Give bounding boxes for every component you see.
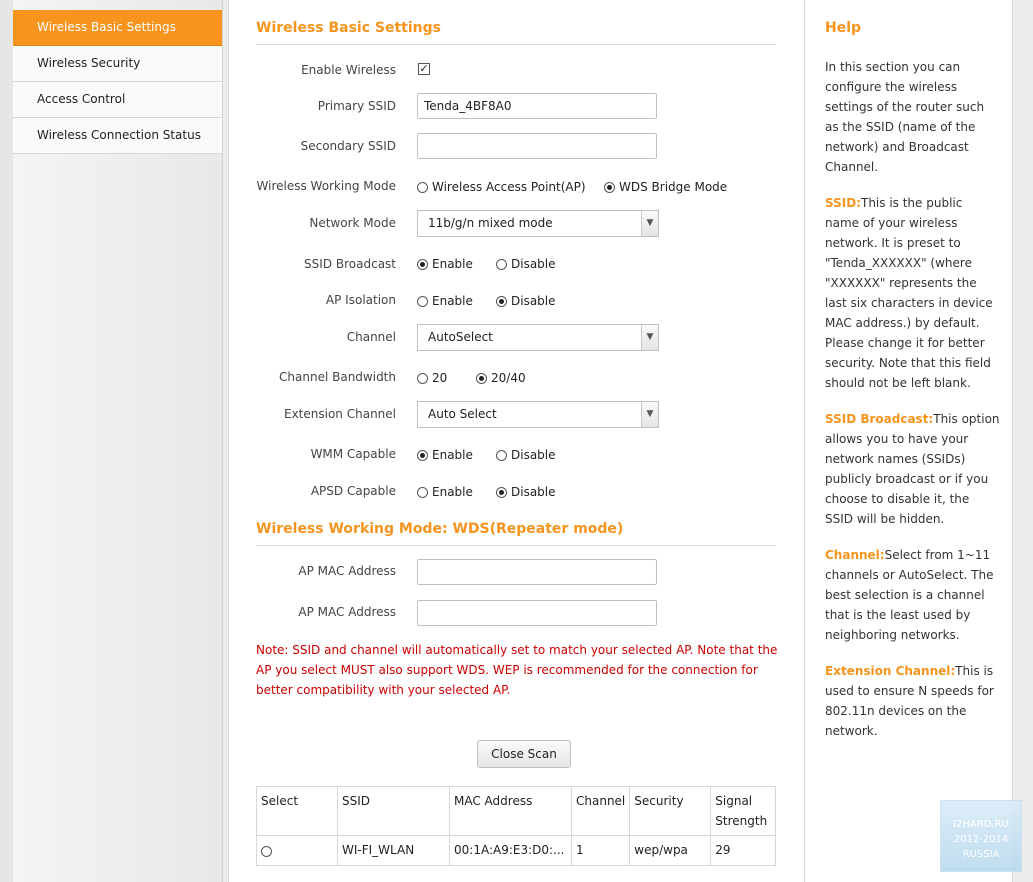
ssid-broadcast-label: SSID Broadcast [304,257,396,271]
ap-mac-address-label-1: AP MAC Address [298,564,396,578]
ap-mac-address-input-2[interactable] [417,600,657,626]
disable-label: Disable [511,448,556,462]
help-text-broadcast: This option allows you to have your network names (SSIDs) publicly broadcast or if you choose to disable it, the SSID will be hidden. [825,412,1000,526]
bandwidth-2040-option[interactable] [476,371,526,385]
security-cell: wep/wpa [630,836,711,866]
chevron-down-icon[interactable]: ▼ [641,402,658,427]
mode-wds-option[interactable] [604,180,727,194]
radio-icon[interactable] [261,846,272,857]
extension-channel-label: Extension Channel [284,407,396,421]
sidebar-item-wireless-basic-settings[interactable]: Wireless Basic Settings [13,10,222,46]
apsd-enable-option[interactable] [417,485,473,499]
section-title-basic: Wireless Basic Settings [256,20,441,36]
radio-icon[interactable] [417,182,428,193]
mac-cell: 00:1A:A9:E3:D0:... [450,836,572,866]
help-broadcast [825,409,1000,529]
network-mode-select[interactable] [417,210,659,237]
ap-isolation-disable-option[interactable] [496,294,556,308]
help-term-channel: Channel: [825,548,885,562]
channel-value: AutoSelect [428,330,493,344]
section-title-wds: Wireless Working Mode: WDS(Repeater mode) [256,521,624,537]
ap-isolation-label: AP Isolation [325,293,396,307]
apsd-capable-label: APSD Capable [310,484,396,498]
bandwidth-20-label: 20 [432,371,448,385]
help-term-extension: Extension Channel: [825,664,956,678]
enable-label: Enable [432,448,473,462]
radio-icon[interactable] [496,450,507,461]
column-header-security: Security [630,787,711,836]
column-header-channel: Channel [572,787,630,836]
ssid-cell: WI-FI_WLAN [338,836,450,866]
sidebar-item-wireless-security[interactable]: Wireless Security [13,46,222,82]
watermark-line-1: I2HARD.RU [953,819,1009,830]
main-panel [228,0,805,882]
watermark-line-3: RUSSIA [962,849,1000,860]
disable-label: Disable [511,294,556,308]
radio-icon[interactable] [417,296,428,307]
ssid-broadcast-enable-option[interactable] [417,257,473,271]
radio-selected-icon[interactable] [496,296,507,307]
disable-label: Disable [511,485,556,499]
channel-cell: 1 [572,836,630,866]
primary-ssid-label: Primary SSID [317,99,396,113]
column-header-mac: MAC Address [450,787,572,836]
help-extension [825,661,1000,741]
help-body [825,57,1000,757]
wmm-enable-option[interactable] [417,448,473,462]
extension-channel-value: Auto Select [428,407,497,421]
sidebar-item-wireless-connection-status[interactable]: Wireless Connection Status [13,118,222,154]
divider [256,545,776,546]
bandwidth-2040-label: 20/40 [491,371,526,385]
help-text-channel: Select from 1~11 channels or AutoSelect. The best selection is a channel that is the least used by neighboring networks. [825,548,994,642]
channel-label: Channel [346,330,396,344]
secondary-ssid-input[interactable] [417,133,657,159]
sidebar [0,0,223,882]
help-text-ssid: This is the public name of your wireless network. It is preset to "Tenda_XXXXXX" (where "XXXXXX" represents the last six characters in device MAC address.) by default. Please change it for better security. Note that this field should not be left blank. [825,196,993,390]
radio-icon[interactable] [417,487,428,498]
primary-ssid-input[interactable]: Tenda_4BF8A0 [417,93,657,119]
column-header-ssid: SSID [338,787,450,836]
network-mode-label: Network Mode [309,216,396,230]
scan-results-table [256,786,776,866]
radio-selected-icon[interactable] [496,487,507,498]
wds-note: Note: SSID and channel will automatically set to match your selected AP. Note that the AP you select MUST also support WDS. WEP is recommended for the connection for better compatibility with your selected AP. [256,643,778,697]
watermark-logo [940,800,1022,872]
column-header-signal: Signal Strength [711,787,776,836]
mode-wds-label: WDS Bridge Mode [619,180,728,194]
help-ssid [825,193,1000,393]
help-term-ssid: SSID: [825,196,861,210]
table-row [257,836,776,866]
help-panel [805,0,1013,882]
enable-label: Enable [432,485,473,499]
disable-label: Disable [511,257,556,271]
apsd-disable-option[interactable] [496,485,556,499]
radio-selected-icon[interactable] [417,450,428,461]
radio-selected-icon[interactable] [476,373,487,384]
secondary-ssid-label: Secondary SSID [300,139,396,153]
bandwidth-20-option[interactable] [417,371,447,385]
sidebar-nav [13,10,222,154]
channel-bandwidth-label: Channel Bandwidth [279,370,396,384]
signal-cell: 29 [711,836,776,866]
chevron-down-icon[interactable]: ▼ [641,325,658,350]
mode-ap-option[interactable] [417,180,586,194]
watermark-line-2: 2012-2014 [953,834,1009,845]
ap-isolation-enable-option[interactable] [417,294,473,308]
working-mode-label: Wireless Working Mode [256,179,396,193]
enable-wireless-label: Enable Wireless [301,63,396,77]
radio-selected-icon[interactable] [417,259,428,270]
channel-select[interactable] [417,324,659,351]
divider [256,44,776,45]
chevron-down-icon[interactable]: ▼ [641,211,658,236]
select-cell [257,836,338,866]
enable-label: Enable [432,294,473,308]
enable-wireless-checkbox[interactable]: ✓ [419,62,429,75]
extension-channel-select[interactable] [417,401,659,428]
enable-label: Enable [432,257,473,271]
network-mode-value: 11b/g/n mixed mode [428,216,553,230]
mode-ap-label: Wireless Access Point(AP) [432,180,586,194]
help-term-broadcast: SSID Broadcast: [825,412,934,426]
sidebar-item-access-control[interactable]: Access Control [13,82,222,118]
wmm-disable-option[interactable] [496,448,556,462]
radio-icon[interactable] [496,259,507,270]
column-header-select: Select [257,787,338,836]
radio-icon[interactable] [417,373,428,384]
radio-selected-icon[interactable] [604,182,615,193]
ap-mac-address-label-2: AP MAC Address [298,605,396,619]
help-intro: In this section you can configure the wireless settings of the router such as the SSID (name of the network) and Broadcast Channel. [825,60,985,174]
help-title: Help [825,20,862,36]
help-channel [825,545,1000,645]
ap-mac-address-input-1[interactable] [417,559,657,585]
help-text-extension: This is used to ensure N speeds for 802.11n devices on the network. [825,664,994,738]
close-scan-button[interactable]: Close Scan [477,740,571,768]
table-header-row [257,787,776,836]
ssid-broadcast-disable-option[interactable] [496,257,556,271]
wmm-capable-label: WMM Capable [310,447,396,461]
